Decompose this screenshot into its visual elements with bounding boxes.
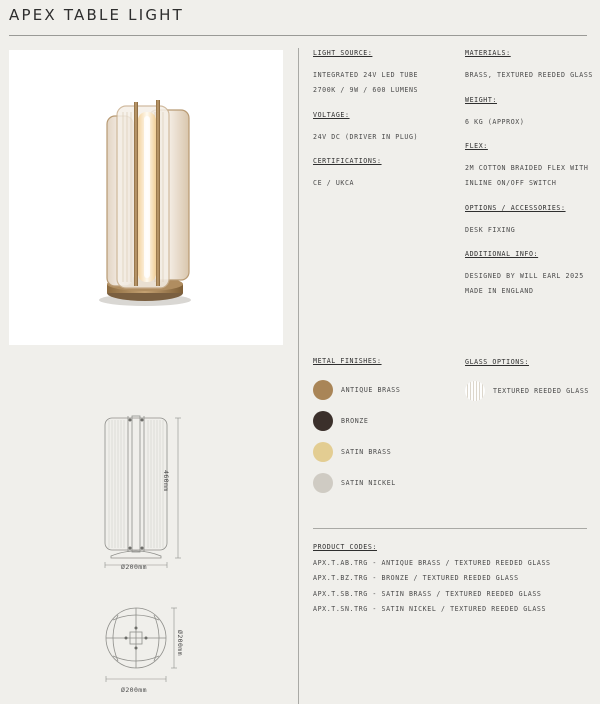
spec-heading: CERTIFICATIONS: [313, 157, 382, 165]
product-code: APX.T.AB.TRG - ANTIQUE BRASS / TEXTURED REEDED GLASS [313, 558, 551, 567]
spec-options [465, 201, 566, 238]
product-codes-heading: PRODUCT CODES: [313, 543, 377, 551]
product-codes [313, 540, 551, 618]
satin-brass-swatch [313, 442, 333, 462]
reeded-glass-swatch [465, 381, 485, 401]
product-code: APX.T.BZ.TRG - BRONZE / TEXTURED REEDED GLASS [313, 574, 519, 582]
spec-heading: OPTIONS / ACCESSORIES: [465, 204, 566, 212]
plan-view-drawing [95, 600, 205, 690]
spec-value: MADE IN ENGLAND [465, 287, 534, 295]
product-code: APX.T.SN.TRG - SATIN NICKEL / TEXTURED REEDED GLASS [313, 605, 547, 613]
column-divider [298, 48, 299, 704]
glass-label: TEXTURED REEDED GLASS [493, 387, 589, 395]
spec-voltage [313, 108, 418, 145]
spec-value: 2M COTTON BRAIDED FLEX WITH [465, 163, 589, 172]
spec-value: BRASS, TEXTURED REEDED GLASS [465, 70, 593, 79]
finish-label: SATIN BRASS [341, 448, 392, 456]
spec-value: INLINE ON/OFF SWITCH [465, 179, 557, 187]
spec-value: CE / UKCA [313, 178, 355, 187]
spec-heading: LIGHT SOURCE: [313, 49, 373, 57]
plan-width-dimension-label: Ø200mm [121, 686, 147, 694]
finish-antique-brass [313, 380, 400, 400]
front-elevation-drawing [95, 410, 205, 575]
spec-heading: ADDITIONAL INFO: [465, 250, 539, 258]
spec-materials [465, 46, 593, 83]
spec-value: INTEGRATED 24V LED TUBE [313, 70, 419, 79]
spec-flex [465, 139, 588, 192]
satin-nickel-swatch [313, 473, 333, 493]
width-dimension-label: Ø200mm [121, 563, 147, 571]
spec-weight [465, 93, 524, 130]
finish-label: BRONZE [341, 417, 369, 425]
finish-satin-nickel [313, 473, 396, 493]
page-title: APEX TABLE LIGHT [9, 6, 185, 24]
finish-satin-brass [313, 442, 391, 462]
glass-textured-reeded [465, 381, 589, 401]
spec-value: 24V DC (DRIVER IN PLUG) [313, 132, 419, 141]
spec-heading: VOLTAGE: [313, 111, 350, 119]
spec-value: 6 KG (APPROX) [465, 117, 525, 126]
finish-bronze [313, 411, 368, 431]
metal-finishes-heading: METAL FINISHES: [313, 357, 382, 365]
product-photo [9, 50, 283, 345]
product-code: APX.T.SB.TRG - SATIN BRASS / TEXTURED REEDED GLASS [313, 589, 542, 598]
header-divider [9, 35, 587, 36]
spec-heading: MATERIALS: [465, 49, 511, 57]
antique-brass-swatch [313, 380, 333, 400]
glass-options-heading: GLASS OPTIONS: [465, 358, 529, 366]
plan-depth-dimension-label: Ø200mm [176, 630, 184, 656]
codes-divider [313, 528, 587, 529]
spec-heading: FLEX: [465, 142, 488, 150]
spec-value: DESK FIXING [465, 225, 516, 234]
finish-label: ANTIQUE BRASS [341, 386, 401, 394]
spec-additional-info [465, 247, 584, 300]
spec-value: 2700K / 9W / 600 LUMENS [313, 86, 419, 94]
finish-label: SATIN NICKEL [341, 479, 396, 487]
spec-value: DESIGNED BY WILL EARL 2025 [465, 271, 584, 280]
lamp-illustration [9, 50, 283, 345]
spec-light-source [313, 46, 418, 99]
height-dimension-label: 460mm [162, 470, 170, 492]
bronze-swatch [313, 411, 333, 431]
spec-heading: WEIGHT: [465, 96, 497, 104]
spec-certifications [313, 154, 382, 191]
